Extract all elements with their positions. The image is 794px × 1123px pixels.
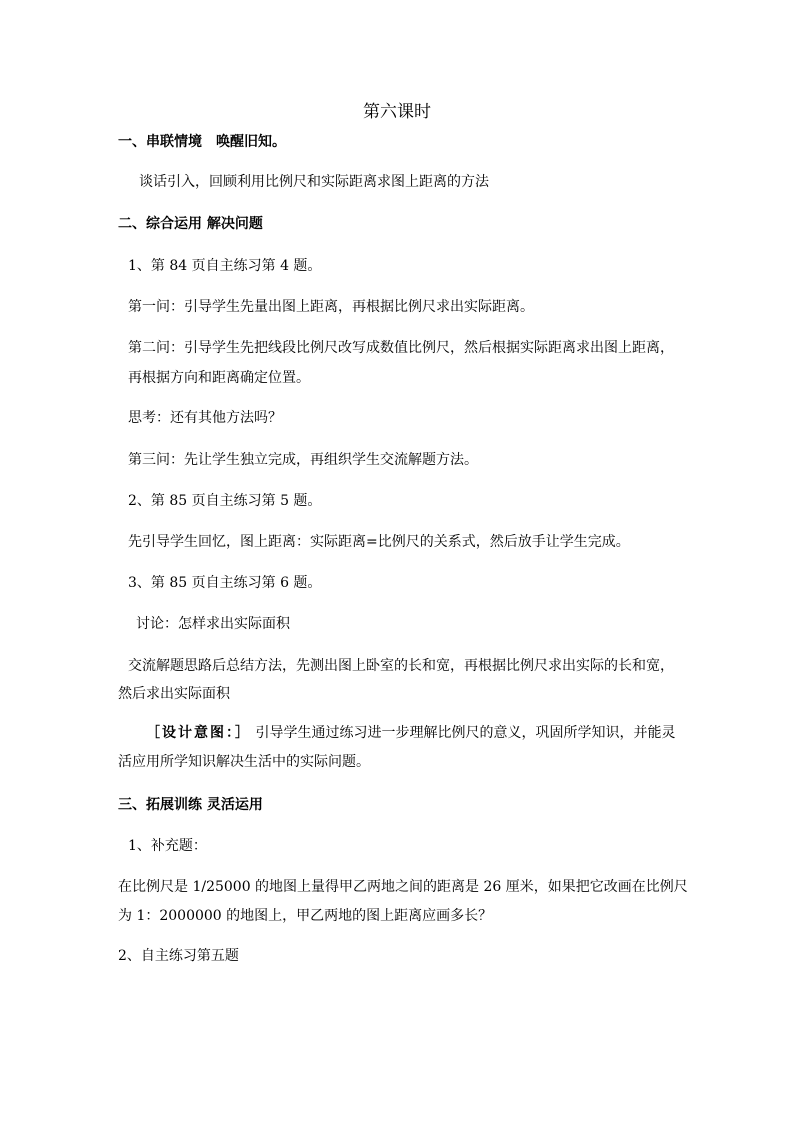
design-intent-text: 引导学生通过练习进一步理解比例尺的意义，巩固所学知识，并能灵	[255, 725, 676, 741]
design-intent-line-2: 活应用所学知识解决生活中的实际问题。	[118, 754, 370, 770]
exercise-item-2-description: 先引导学生回忆，图上距离：实际距离=比例尺的关系式，然后放手让学生完成。	[128, 534, 630, 550]
section-heading-2: 二、综合运用 解决问题	[118, 216, 263, 232]
discussion-prompt: 讨论：怎样求出实际面积	[136, 616, 290, 632]
section-heading-3: 三、拓展训练 灵活运用	[118, 797, 263, 813]
problem-line-2: 为 1：2000000 的地图上，甲乙两地的图上距离应画多长？	[118, 908, 493, 924]
question-1: 第一问：引导学生先量出图上距离，再根据比例尺求出实际距离。	[128, 299, 534, 315]
summary-line-2: 然后求出实际面积	[118, 686, 230, 702]
practice-item-2: 2、自主练习第五题	[118, 948, 239, 964]
summary-line-1: 交流解题思路后总结方法，先测出图上卧室的长和宽，再根据比例尺求出实际的长和宽，	[128, 658, 674, 674]
supplementary-item: 1、补充题：	[128, 838, 207, 854]
exercise-item-1: 1、第 84 页自主练习第 4 题。	[128, 258, 322, 274]
page-title: 第六课时	[363, 102, 431, 122]
exercise-item-2: 2、第 85 页自主练习第 5 题。	[128, 493, 322, 509]
section-heading-1: 一、串联情境 唤醒旧知。	[118, 134, 286, 150]
design-intent-line-1	[146, 723, 675, 743]
exercise-item-3: 3、第 85 页自主练习第 6 题。	[128, 575, 322, 591]
think-question: 思考：还有其他方法吗？	[128, 410, 282, 426]
problem-line-1: 在比例尺是 1/25000 的地图上量得甲乙两地之间的距离是 26 厘米，如果把它改画在比例尺	[118, 879, 688, 895]
question-2-line-2: 再根据方向和距离确定位置。	[128, 370, 310, 386]
question-3: 第三问：先让学生独立完成，再组织学生交流解题方法。	[128, 452, 478, 468]
paragraph-intro: 谈话引入，回顾利用比例尺和实际距离求图上距离的方法	[139, 174, 489, 190]
question-2-line-1: 第二问：引导学生先把线段比例尺改写成数值比例尺，然后根据实际距离求出图上距离，	[128, 340, 674, 356]
design-intent-label: ［设计意图：］	[146, 725, 251, 741]
